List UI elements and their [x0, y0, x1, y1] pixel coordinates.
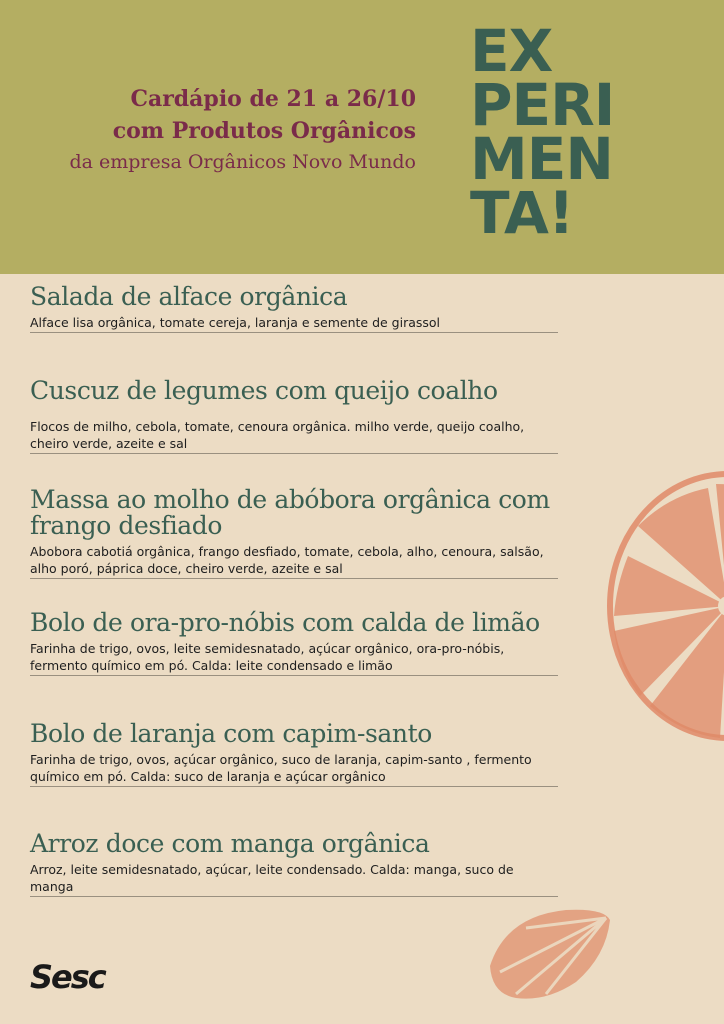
header-title-block — [69, 83, 416, 177]
menu-item — [30, 284, 558, 333]
dish-description: Abobora cabotiá orgânica, frango desfiado, tomate, cebola, alho, cenoura, salsão, alho poró, páprica doce, cheiro verde, azeite e sal — [30, 543, 558, 579]
dish-title: Bolo de laranja com capim-santo — [30, 719, 432, 748]
menu-item — [30, 610, 558, 676]
logo-line: MEN — [470, 125, 613, 193]
dish-title: Cuscuz de legumes com queijo coalho — [30, 376, 498, 405]
menu-item — [30, 831, 558, 897]
menu-item — [30, 487, 558, 579]
dish-description: Flocos de milho, cebola, tomate, cenoura orgânica. milho verde, queijo coalho, cheiro verde, azeite e sal — [30, 418, 558, 454]
dish-title: Bolo de ora-pro-nóbis com calda de limão — [30, 608, 540, 637]
menu-item — [30, 378, 558, 454]
dish-title: Arroz doce com manga orgânica — [30, 829, 430, 858]
dish-description: Farinha de trigo, ovos, açúcar orgânico, suco de laranja, capim-santo , fermento químico em pó. Calda: suco de laranja e açúcar orgânico — [30, 751, 558, 787]
experimenta-logo — [470, 17, 700, 247]
dish-description: Alface lisa orgânica, tomate cereja, laranja e semente de girassol — [30, 314, 558, 333]
logo-line: EX — [470, 17, 553, 85]
supplier-subtitle: da empresa Orgânicos Novo Mundo — [69, 151, 416, 173]
logo-line: PERI — [470, 71, 615, 139]
dish-title: Salada de alface orgânica — [30, 282, 348, 311]
sesc-logo: Sesc — [30, 958, 105, 996]
header-band — [0, 0, 724, 274]
dish-description: Arroz, leite semidesnatado, açúcar, leite condensado. Calda: manga, suco de manga — [30, 861, 558, 897]
orange-segment-illustration — [486, 906, 612, 1002]
logo-line: TA! — [470, 179, 574, 247]
dish-description: Farinha de trigo, ovos, leite semidesnatado, açúcar orgânico, ora-pro-nóbis, fermento químico em pó. Calda: leite condensado e limão — [30, 640, 558, 676]
orange-slice-illustration — [598, 466, 724, 746]
organic-products-title: com Produtos Orgânicos — [112, 118, 416, 144]
menu-date-title: Cardápio de 21 a 26/10 — [130, 86, 416, 112]
menu-item — [30, 721, 558, 787]
dish-title: Massa ao molho de abóbora orgânica com frango desfiado — [30, 485, 550, 540]
